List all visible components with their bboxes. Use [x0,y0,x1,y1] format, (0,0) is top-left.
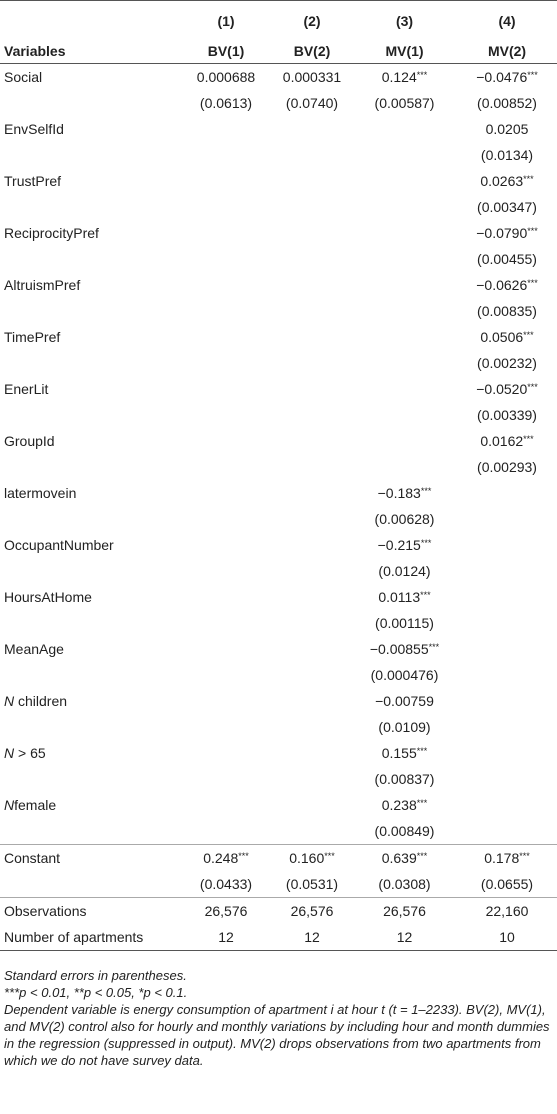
coefficient-cell [272,376,352,402]
std-error-cell [180,818,272,845]
header-cell: Variables [0,30,180,64]
coef-row [0,64,557,91]
coefficient-cell [180,532,272,558]
se-row [0,766,557,792]
coefficient-cell [352,376,457,402]
std-error-cell [272,714,352,740]
coef-row [0,376,557,402]
coefficient-cell [272,272,352,298]
header-cell [0,1,180,31]
blank-cell [0,506,180,532]
coefficient-cell: −0.0790*** [476,225,538,241]
blank-cell [0,871,180,898]
variable-name: AltruismPref [4,277,81,293]
std-error-cell [272,818,352,845]
significance-stars: *** [519,851,530,861]
coef-row [0,116,557,142]
significance-stars: *** [238,851,249,861]
variable-name: EnvSelfId [4,121,64,137]
variable-name: HoursAtHome [4,589,92,605]
coefficient-cell: −0.0626*** [476,277,538,293]
std-error-cell [272,454,352,480]
coefficient-cell [180,792,272,818]
coefficient-cell [272,220,352,246]
se-row [0,662,557,688]
blank-cell [0,766,180,792]
coef-row [0,636,557,662]
se-row [0,194,557,220]
blank-cell [0,714,180,740]
coefficient-cell [180,428,272,454]
se-row [0,506,557,532]
significance-stars: *** [523,174,534,184]
coefficient-cell: 0.0506*** [480,329,534,345]
std-error-cell: (0.0124) [378,563,431,579]
coefficient-cell [457,740,557,766]
std-error-cell: (0.0308) [378,876,431,892]
coefficient-cell [272,688,352,714]
significance-stars: *** [527,382,538,392]
significance-stars: *** [416,851,428,861]
coefficient-cell: −0.183*** [377,485,432,501]
std-error-cell [180,454,272,480]
std-error-cell: (0.00347) [477,199,537,215]
coefficient-cell [272,740,352,766]
se-row [0,246,557,272]
note-line: Dependent variable is energy consumption of apartment i at hour t (t = 1–2233). BV(2), MV(1), and MV(2) control also for hourly and monthly variations by including hour and month dummies in the regression (suppressed in output). MV(2) drops observations from two apartments from which we do not have survey data. [4,1002,550,1068]
summary-label: Observations [0,898,180,925]
significance-stars: *** [324,851,335,861]
header-cell: MV(2) [457,30,557,64]
variable-name: N > 65 [4,745,46,761]
std-error-cell: (0.0134) [480,147,534,163]
coefficient-cell: 0.178*** [457,845,557,872]
coefficient-cell [180,688,272,714]
summary-value: 12 [272,924,352,951]
header-cell: (4) [498,13,516,29]
coef-row [0,324,557,350]
variable-name: EnerLit [4,381,49,397]
coefficient-cell [457,532,557,558]
variable-name: Nfemale [4,797,57,813]
std-error-cell [272,402,352,428]
blank-cell [0,610,180,636]
variable-name: Social [4,69,43,85]
coefficient-cell [272,480,352,506]
coefficient-cell [272,116,352,142]
std-error-cell: (0.00587) [374,95,435,111]
std-error-cell [352,350,457,376]
se-row [0,558,557,584]
std-error-cell: (0.00849) [374,823,435,839]
coefficient-cell [180,584,272,610]
coefficient-cell [272,428,352,454]
significance-stars: *** [420,486,432,496]
table-body [0,64,557,951]
blank-cell [0,350,180,376]
std-error-cell [352,194,457,220]
coef-row [0,428,557,454]
se-row [0,350,557,376]
coefficient-cell: −0.00855*** [369,641,440,657]
header-row-labels [0,30,557,64]
variable-name: TrustPref [4,173,62,189]
summary-value: 12 [180,924,272,951]
std-error-cell [272,610,352,636]
header-row-numbers [0,1,557,31]
header-cell: BV(1) [180,30,272,64]
se-row [0,610,557,636]
coefficient-cell [180,324,272,350]
std-error-cell: (0.0740) [285,95,339,111]
coefficient-cell [180,220,272,246]
coefficient-cell [272,168,352,194]
std-error-cell: (0.00232) [477,355,537,371]
std-error-cell [457,558,557,584]
significance-stars: *** [416,798,428,808]
coefficient-cell: 0.248*** [180,845,272,872]
coef-row [0,272,557,298]
std-error-cell: (0.00628) [374,511,435,527]
coefficient-cell: −0.215*** [377,537,432,553]
note-line: ***p < 0.01, **p < 0.05, *p < 0.1. [4,985,188,1000]
std-error-cell [180,246,272,272]
std-error-cell [457,662,557,688]
header-cell: BV(2) [272,30,352,64]
std-error-cell: (0.00835) [477,303,537,319]
significance-stars: *** [523,434,534,444]
std-error-cell [272,142,352,168]
blank-cell [0,90,180,116]
coefficient-cell [180,272,272,298]
coefficient-cell: 0.160*** [272,845,352,872]
coef-row [0,584,557,610]
coefficient-cell [352,324,457,350]
std-error-cell: (0.0531) [285,876,339,892]
coefficient-cell [180,740,272,766]
table-notes [0,951,557,1069]
summary-value: 26,576 [180,898,272,925]
std-error-cell [180,142,272,168]
std-error-cell [272,558,352,584]
std-error-cell [180,610,272,636]
coefficient-cell [180,376,272,402]
coefficient-cell [272,532,352,558]
std-error-cell [180,558,272,584]
variable-name: Constant [0,845,180,872]
coefficient-cell: −0.0476*** [476,69,538,85]
std-error-cell [272,506,352,532]
significance-stars: *** [527,278,538,288]
coefficient-cell: −0.0520*** [476,381,538,397]
se-row [0,818,557,845]
blank-cell [0,558,180,584]
coefficient-cell [457,480,557,506]
coefficient-cell: 0.000688 [196,69,256,85]
std-error-cell [272,194,352,220]
coefficient-cell [457,584,557,610]
blank-cell [0,194,180,220]
std-error-cell: (0.0109) [378,719,431,735]
se-row [0,142,557,168]
coefficient-cell [352,168,457,194]
std-error-cell: (0.00293) [477,459,537,475]
std-error-cell: (0.00852) [477,95,537,111]
blank-cell [0,246,180,272]
coefficient-cell [180,116,272,142]
std-error-cell [180,194,272,220]
coef-row [0,532,557,558]
coefficient-cell [272,636,352,662]
coefficient-cell [272,584,352,610]
blank-cell [0,402,180,428]
coefficient-cell [352,220,457,246]
coefficient-cell: 0.000331 [282,69,342,85]
std-error-cell [457,766,557,792]
coefficient-cell [272,792,352,818]
coefficient-cell: 0.124*** [381,69,428,85]
header-cell: (1) [217,13,235,29]
significance-stars: *** [527,70,538,80]
std-error-cell [352,402,457,428]
std-error-cell: (0.0433) [199,876,253,892]
coefficient-cell [457,688,557,714]
coefficient-cell: 0.0162*** [480,433,534,449]
significance-stars: *** [428,642,440,652]
std-error-cell [272,298,352,324]
coefficient-cell: 0.0263*** [480,173,534,189]
table-header [0,1,557,64]
se-row [0,871,557,898]
variable-name: N children [4,693,68,709]
significance-stars: *** [527,226,538,236]
coef-row [0,480,557,506]
blank-cell [0,298,180,324]
coefficient-cell: 0.238*** [381,797,428,813]
se-row [0,298,557,324]
significance-stars: *** [420,538,432,548]
coef-row [0,792,557,818]
std-error-cell [180,402,272,428]
summary-value: 22,160 [457,898,557,925]
std-error-cell: (0.00339) [477,407,537,423]
std-error-cell [457,610,557,636]
std-error-cell [272,662,352,688]
coefficient-cell [180,168,272,194]
summary-value: 12 [352,924,457,951]
std-error-cell [352,142,457,168]
blank-cell [0,662,180,688]
variable-name: ReciprocityPref [4,225,99,241]
std-error-cell [272,246,352,272]
coefficient-cell: −0.00759 [375,693,434,709]
std-error-cell: (0.00837) [374,771,435,787]
std-error-cell [457,714,557,740]
note-line: Standard errors in parentheses. [4,968,187,983]
significance-stars: *** [523,330,534,340]
summary-row [0,898,557,925]
coefficient-cell [352,272,457,298]
coefficient-cell [352,116,457,142]
variable-name: MeanAge [4,641,64,657]
std-error-cell [457,818,557,845]
header-cell: (2) [303,13,321,29]
coef-row [0,845,557,872]
significance-stars: *** [416,70,428,80]
std-error-cell [352,298,457,324]
header-cell: MV(1) [352,30,457,64]
std-error-cell: (0.00455) [477,251,537,267]
coef-row [0,168,557,194]
coef-row [0,740,557,766]
coefficient-cell [272,324,352,350]
variable-name: latermovein [4,485,77,501]
coef-row [0,220,557,246]
std-error-cell [272,350,352,376]
variable-name: GroupId [4,433,55,449]
coef-row [0,688,557,714]
se-row [0,454,557,480]
std-error-cell [457,506,557,532]
significance-stars: *** [420,590,431,600]
se-row [0,714,557,740]
summary-value: 26,576 [272,898,352,925]
se-row [0,90,557,116]
blank-cell [0,454,180,480]
std-error-cell [352,454,457,480]
coefficient-cell [457,792,557,818]
se-row [0,402,557,428]
blank-cell [0,818,180,845]
coefficient-cell: 0.0113*** [378,589,431,605]
header-cell: (3) [395,13,414,29]
coefficient-cell [352,428,457,454]
std-error-cell [180,298,272,324]
std-error-cell [352,246,457,272]
summary-value: 10 [457,924,557,951]
std-error-cell: (0.0655) [480,876,534,892]
coefficient-cell [180,636,272,662]
variable-name: TimePref [4,329,61,345]
std-error-cell [180,350,272,376]
std-error-cell [180,662,272,688]
std-error-cell: (0.000476) [370,667,439,683]
std-error-cell [180,714,272,740]
summary-row [0,924,557,951]
std-error-cell: (0.00115) [375,615,434,631]
coefficient-cell: 0.0205 [485,121,529,137]
coefficient-cell [457,636,557,662]
summary-value: 26,576 [352,898,457,925]
coefficient-cell: 0.155*** [381,745,428,761]
std-error-cell: (0.0613) [199,95,253,111]
significance-stars: *** [416,746,428,756]
summary-label: Number of apartments [0,924,180,951]
blank-cell [0,142,180,168]
std-error-cell [180,506,272,532]
coefficient-cell: 0.639*** [352,845,457,872]
variable-name: OccupantNumber [4,537,114,553]
std-error-cell [272,766,352,792]
std-error-cell [180,766,272,792]
coefficient-cell [180,480,272,506]
